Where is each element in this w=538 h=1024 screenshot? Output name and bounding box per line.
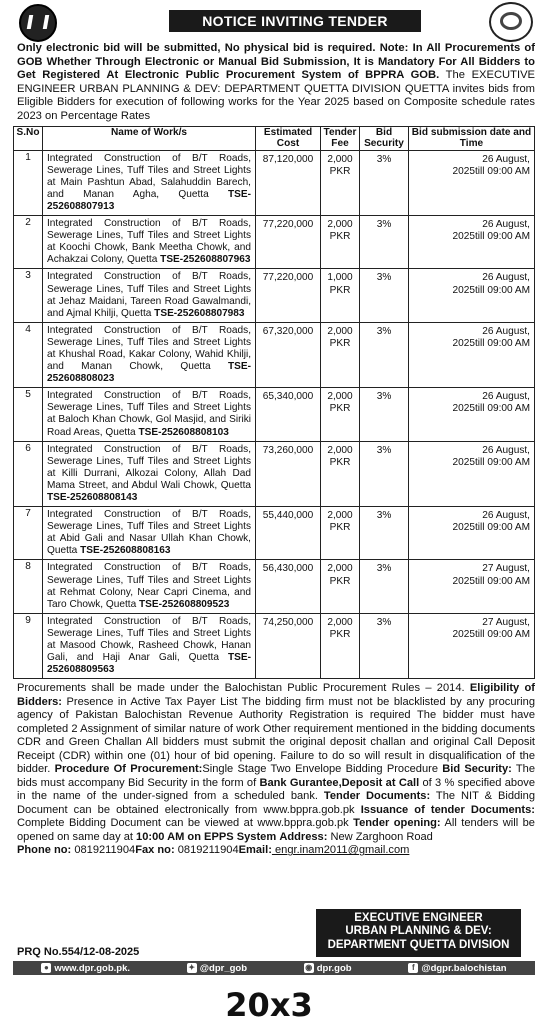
fee-unit: PKR: [329, 575, 351, 587]
cell-sno: 5: [14, 388, 43, 441]
cell-security: 3%: [360, 613, 409, 678]
cell-date: [409, 269, 535, 322]
cell-sno: 7: [14, 507, 43, 560]
bid-date: 26 August,: [482, 153, 530, 165]
terms-text: The NIT & Bidding Document can be obtained electronically from www.bppra.gob.pk: [17, 790, 535, 816]
header-cost: Estimated Cost: [256, 126, 321, 150]
cell-date: [409, 613, 535, 678]
terms-heading: Eligibility of Bidders:: [17, 682, 535, 708]
tse-number: TSE-252608809523: [139, 598, 230, 610]
government-emblem-icon: [19, 4, 57, 42]
terms-heading: 10:00 AM on EPPS System: [136, 830, 277, 843]
tse-number: TSE-252608807983: [154, 307, 245, 319]
fee-amount: 1,000: [327, 272, 353, 284]
header-work: Name of Work/s: [43, 126, 256, 150]
fee-amount: 2,000: [327, 616, 353, 628]
ad-size-label: 20x3: [225, 986, 313, 1024]
fee-unit: PKR: [329, 403, 351, 415]
table-row: [14, 560, 535, 613]
cell-cost: 73,260,000: [256, 441, 321, 506]
bid-time: 2025till 09:00 AM: [452, 628, 530, 640]
facebook-icon: f: [408, 963, 418, 973]
bid-time: 2025till 09:00 AM: [452, 337, 530, 349]
cell-date: [409, 216, 535, 269]
fee-unit: PKR: [329, 456, 351, 468]
terms-text: of 3 % specified above in the name of the under-signed from a scheduled bank.: [17, 776, 535, 803]
notice-header: [13, 0, 535, 40]
cell-security: 3%: [360, 216, 409, 269]
cell-security: 3%: [360, 507, 409, 560]
tse-number: TSE-252608808163: [80, 545, 171, 557]
cell-fee: [321, 560, 360, 613]
bid-date: 26 August,: [482, 325, 530, 337]
table-row: [14, 322, 535, 387]
cell-work: [43, 269, 256, 322]
cell-fee: [321, 150, 360, 215]
fee-unit: PKR: [329, 231, 351, 243]
work-description: Integrated Construction of B/T Roads, Sewerage Lines, Tuff Tiles and Street Lights at Baloch Khan Chowk, Gol Masjid, and Siriki Road Areas, Quetta: [47, 390, 251, 438]
signature-line: EXECUTIVE ENGINEER: [354, 912, 483, 924]
bid-time: 2025till 09:00 AM: [452, 284, 530, 296]
works-table: [13, 126, 535, 680]
instagram-handle: dpr.gob: [316, 962, 352, 974]
cell-fee: [321, 269, 360, 322]
work-description: Integrated Construction of B/T Roads, Sewerage Lines, Tuff Tiles and Street Lights at Koochi Chowk, Bank Meetha Chowk, and Achakzai Colony, Quetta: [47, 218, 251, 266]
cell-cost: 77,220,000: [256, 269, 321, 322]
intro-normal-text: The EXECUTIVE ENGINEER URBAN PLANNING & DEV: DEPARTMENT QUETTA DIVISION QUETTA invites bids from Eligible Bidders for execution of following works for the Year 2025 based on Composite schedule rates 2023 on Percentage Rates: [17, 69, 535, 122]
cell-date: [409, 322, 535, 387]
table-row: [14, 507, 535, 560]
terms-text: The bids must accompany Bid Security in the form of: [17, 763, 536, 789]
social-facebook[interactable]: [408, 963, 506, 974]
cell-fee: [321, 388, 360, 441]
email-label: Email:: [238, 844, 272, 857]
fee-unit: PKR: [329, 522, 351, 534]
social-instagram[interactable]: [304, 963, 352, 974]
bid-date: 26 August,: [482, 510, 530, 522]
terms-text: Complete Bidding Document can be viewed at www.bppra.gob.pk: [17, 817, 354, 830]
phone-number: 0819211904: [71, 844, 136, 857]
bid-time: 2025till 09:00 AM: [452, 575, 530, 587]
instagram-icon: ◉: [305, 963, 313, 972]
bid-date: 26 August,: [482, 444, 530, 456]
header-sno: S.No: [14, 126, 43, 150]
cell-sno: 6: [14, 441, 43, 506]
cell-work: [43, 507, 256, 560]
table-header-row: [14, 126, 535, 150]
cell-work: [43, 322, 256, 387]
bid-date: 26 August,: [482, 272, 530, 284]
fee-amount: 2,000: [327, 391, 353, 403]
bid-date: 26 August,: [482, 391, 530, 403]
cell-cost: 77,220,000: [256, 216, 321, 269]
bid-time: 2025till 09:00 AM: [452, 231, 530, 243]
header-date: Bid submission date and Time: [409, 126, 535, 150]
globe-icon: ●: [41, 963, 51, 973]
cell-fee: [321, 441, 360, 506]
cell-sno: 9: [14, 613, 43, 678]
header-security: Bid Security: [360, 126, 409, 150]
work-description: Integrated Construction of B/T Roads, Sewerage Lines, Tuff Tiles and Street Lights at Jehaz Maidani, Tareen Road Gawalmandi, and Ajmal Khilji, Quetta: [47, 271, 251, 319]
terms-paragraph: [17, 682, 535, 858]
work-description: Integrated Construction of B/T Roads, Sewerage Lines, Tuff Tiles and Street Lights at Main Pashtun Abad, Salahuddin Barech, and Manan Agha, Quetta: [47, 152, 251, 200]
header-fee: Tender Fee: [321, 126, 360, 150]
intro-bold-text: Only electronic bid will be submitted, No physical bid is required. Note: In All Procurements of GOB Whether Through Electronic or Manual Bid Submission, It is Mandatory For All Bidders to Get Registered At Electronic Public Procurement System of BPPRA GOB.: [17, 42, 535, 82]
cell-security: 3%: [360, 388, 409, 441]
cell-work: [43, 216, 256, 269]
table-row: [14, 269, 535, 322]
bid-date: 27 August,: [482, 616, 530, 628]
fee-unit: PKR: [329, 337, 351, 349]
fee-amount: 2,000: [327, 510, 353, 522]
bid-date: 27 August,: [482, 563, 530, 575]
cell-fee: [321, 507, 360, 560]
fax-number: 0819211904: [174, 844, 239, 857]
fee-unit: PKR: [329, 165, 351, 177]
table-row: [14, 613, 535, 678]
cell-security: 3%: [360, 269, 409, 322]
cell-date: [409, 507, 535, 560]
terms-heading: Bid Security:: [442, 763, 512, 776]
social-twitter[interactable]: [187, 963, 247, 974]
cell-date: [409, 150, 535, 215]
tse-number: TSE-252608807963: [160, 254, 251, 266]
table-row: [14, 441, 535, 506]
bid-time: 2025till 09:00 AM: [452, 456, 530, 468]
social-web[interactable]: [41, 963, 130, 974]
cell-security: 3%: [360, 322, 409, 387]
terms-text: All tenders will be opened on same day at: [17, 817, 535, 843]
cell-work: [43, 613, 256, 678]
signature-block: [316, 909, 521, 957]
fee-amount: 2,000: [327, 325, 353, 337]
cell-work: [43, 441, 256, 506]
terms-heading: Tender opening:: [353, 817, 441, 830]
cell-fee: [321, 613, 360, 678]
terms-text: Presence in Active Tax Payer List The bidding firm must not be blacklisted by any procuring agency of Pakistan Balochistan Revenue Authority Registration is required The bidder must have completed 2 Assignment of similar nature of work Other requirement mentioned in the bidding documents CDR and Green Challan All bidders must submit the original deposit challan and original Call Deposit Receipt (CDR) within one (01) hour of bid opening. Failure to do so will result in disqualification of the bidder.: [17, 695, 535, 776]
cell-work: [43, 150, 256, 215]
work-description: Integrated Construction of B/T Roads, Sewerage Lines, Tuff Tiles and Street Lights at Abid Gali and Nasar Ullah Khan Chowk, Quetta: [47, 509, 251, 557]
cell-work: [43, 388, 256, 441]
cell-date: [409, 388, 535, 441]
tse-number: TSE-252608808103: [138, 426, 229, 438]
notice-title: NOTICE INVITING TENDER: [169, 10, 421, 32]
cell-cost: 56,430,000: [256, 560, 321, 613]
cell-sno: 1: [14, 150, 43, 215]
cell-cost: 65,340,000: [256, 388, 321, 441]
fee-unit: PKR: [329, 628, 351, 640]
department-seal-icon: [489, 2, 533, 42]
cell-sno: 3: [14, 269, 43, 322]
cell-cost: 87,120,000: [256, 150, 321, 215]
fee-unit: PKR: [329, 284, 351, 296]
work-description: Integrated Construction of B/T Roads, Sewerage Lines, Tuff Tiles and Street Lights at Khushal Road, Kakar Colony, Wahid Khilji, and Manan Chowk, Quetta: [47, 324, 251, 373]
prq-number: PRQ No.554/12-08-2025: [17, 946, 140, 958]
table-row: [14, 150, 535, 215]
phone-label: Phone no:: [17, 844, 72, 857]
social-bar: [13, 961, 535, 975]
web-link: www.dpr.gob.pk.: [54, 962, 131, 974]
terms-heading: Procedure Of Procurement:: [54, 763, 203, 776]
tse-number: TSE-252608807913: [47, 188, 251, 212]
terms-text: Procurements shall be made under the Balochistan Public Procurement Rules – 2014.: [17, 682, 470, 695]
cell-date: [409, 441, 535, 506]
tse-number: TSE-252608808143: [47, 492, 138, 503]
cell-fee: [321, 322, 360, 387]
signature-line: URBAN PLANNING & DEV:: [345, 925, 492, 938]
cell-cost: 67,320,000: [256, 322, 321, 387]
work-description: Integrated Construction of B/T Roads, Sewerage Lines, Tuff Tiles and Street Lights at Killi Durrani, Alkozai Colony, Allah Dad Mama Street, and Abdul Wali Chowk, Quetta: [47, 443, 251, 491]
table-row: [14, 216, 535, 269]
cell-security: 3%: [360, 441, 409, 506]
fax-label: Fax no:: [135, 844, 175, 857]
bid-time: 2025till 09:00 AM: [452, 165, 530, 177]
work-description: Integrated Construction of B/T Roads, Sewerage Lines, Tuff Tiles and Street Lights at Masood Chowk, Rasheed Chowk, Hanan Gali, and Haji Anar Gali, Quetta: [47, 615, 251, 664]
tse-number: TSE-252608809563: [47, 652, 251, 676]
cell-date: [409, 560, 535, 613]
terms-heading: Tender Documents:: [323, 790, 431, 803]
intro-paragraph: [17, 42, 535, 124]
cell-sno: 4: [14, 322, 43, 387]
fee-amount: 2,000: [327, 444, 353, 456]
twitter-icon: ✦: [188, 963, 196, 972]
fee-amount: 2,000: [327, 563, 353, 575]
tse-number: TSE-252608808023: [47, 361, 251, 385]
terms-heading: Address:: [279, 830, 328, 843]
work-description: Integrated Construction of B/T Roads, Sewerage Lines, Tuff Tiles and Street Lights at Rehmat Colony, Near Capri Cinema, and Taro Chowk, Quetta: [47, 562, 251, 610]
cell-cost: 55,440,000: [256, 507, 321, 560]
cell-work: [43, 560, 256, 613]
fee-amount: 2,000: [327, 153, 353, 165]
terms-heading: Issuance of tender Documents:: [360, 803, 535, 816]
cell-security: 3%: [360, 150, 409, 215]
bid-date: 26 August,: [482, 219, 530, 231]
terms-text: Single Stage Two Envelope Bidding Procedure: [202, 763, 443, 776]
terms-heading: Bank Gurantee,Deposit at Call: [259, 776, 420, 789]
cell-fee: [321, 216, 360, 269]
signature-line: DEPARTMENT QUETTA DIVISION: [327, 938, 510, 951]
cell-cost: 74,250,000: [256, 613, 321, 678]
tender-notice: [13, 0, 535, 985]
table-row: [14, 388, 535, 441]
fee-amount: 2,000: [327, 219, 353, 231]
cell-sno: 2: [14, 216, 43, 269]
facebook-handle: @dgpr.balochistan: [421, 962, 507, 974]
cell-security: 3%: [360, 560, 409, 613]
cell-sno: 8: [14, 560, 43, 613]
address-text: New Zarghoon Road: [327, 830, 433, 843]
email-link[interactable]: engr.inam2011@gmail.com: [271, 844, 410, 857]
twitter-handle: @dpr_gob: [199, 962, 248, 974]
bid-time: 2025till 09:00 AM: [452, 522, 530, 534]
bid-time: 2025till 09:00 AM: [452, 403, 530, 415]
